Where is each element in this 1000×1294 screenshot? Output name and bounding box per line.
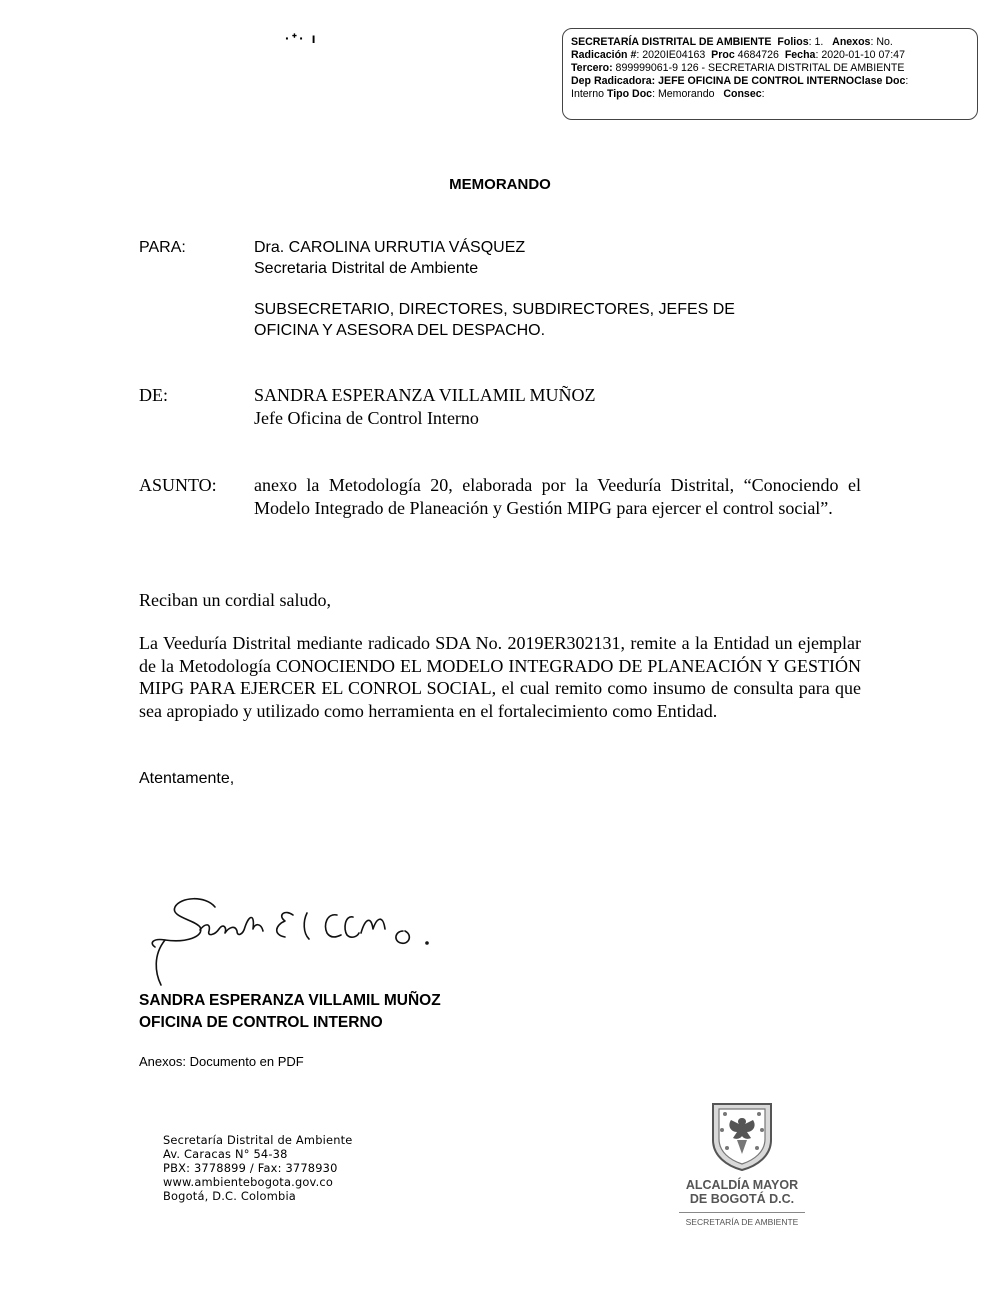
stamp-entity: SECRETARÍA DISTRITAL DE AMBIENTE bbox=[571, 36, 772, 48]
de-label: DE: bbox=[139, 385, 168, 405]
handwritten-signature bbox=[145, 885, 490, 990]
footer-line-3: PBX: 3778899 / Fax: 3778930 bbox=[163, 1161, 338, 1175]
greeting: Reciban un cordial saludo, bbox=[139, 590, 331, 610]
coat-of-arms-icon bbox=[707, 1100, 777, 1172]
stamp-folios-label: Folios bbox=[777, 36, 809, 48]
stamp-consec-label: Consec bbox=[723, 88, 762, 100]
radicado-stamp bbox=[562, 28, 978, 120]
document-title: MEMORANDO bbox=[449, 176, 551, 193]
stamp-line-2 bbox=[571, 49, 969, 62]
asunto-text: anexo la Metodología 20, elaborada por la Veeduría Distrital, “Conociendo el Modelo Integrado de Planeación y Gestión MIPG para ejercer el control social”. bbox=[254, 475, 861, 518]
de-role: Jefe Oficina de Control Interno bbox=[254, 408, 479, 428]
alcaldia-logo bbox=[652, 1100, 832, 1240]
stamp-fecha-value: : 2020-01-10 07:47 bbox=[815, 49, 905, 61]
para-role: Secretaria Distrital de Ambiente bbox=[254, 260, 479, 277]
stamp-folios-value: : 1. bbox=[808, 36, 824, 48]
stamp-consec-value: : bbox=[761, 88, 765, 100]
stamp-tipodoc-value: : Memorando bbox=[652, 88, 715, 100]
asunto-label: ASUNTO: bbox=[139, 475, 217, 495]
para-name: Dra. CAROLINA URRUTIA VÁSQUEZ bbox=[254, 239, 526, 256]
scan-mark: ·ᐩ· ı bbox=[285, 30, 318, 46]
stamp-line-4 bbox=[571, 75, 969, 88]
para-extra-line-1: SUBSECRETARIO, DIRECTORES, SUBDIRECTORES, JEFES DE bbox=[254, 301, 735, 318]
stamp-anexos-value: : No. bbox=[870, 36, 893, 48]
closing: Atentamente, bbox=[139, 770, 235, 787]
stamp-line-5 bbox=[571, 88, 969, 101]
stamp-proc-label: Proc bbox=[711, 49, 735, 61]
stamp-tercero-value: 899999061-9 126 - SECRETARIA DISTRITAL DE AMBIENTE bbox=[612, 62, 905, 74]
stamp-clase-value: Interno bbox=[571, 88, 604, 100]
anexos-note: Anexos: Documento en PDF bbox=[139, 1054, 304, 1069]
stamp-radicacion-value: : 2020IE04163 bbox=[636, 49, 706, 61]
para-label: PARA: bbox=[139, 239, 186, 256]
logo-subtitle: SECRETARÍA DE AMBIENTE bbox=[679, 1212, 805, 1227]
stamp-line-3 bbox=[571, 62, 969, 75]
signature-name: SANDRA ESPERANZA VILLAMIL MUÑOZ bbox=[139, 992, 441, 1009]
stamp-tercero-label: Tercero: bbox=[571, 62, 613, 74]
logo-line-1: ALCALDÍA MAYOR bbox=[685, 1178, 799, 1192]
stamp-fecha-label: Fecha bbox=[784, 49, 816, 61]
stamp-radicacion-label: Radicación # bbox=[571, 49, 637, 61]
stamp-line-1 bbox=[571, 36, 969, 49]
stamp-dep-value: : bbox=[905, 75, 909, 87]
footer-address bbox=[163, 1133, 353, 1203]
de-name: SANDRA ESPERANZA VILLAMIL MUÑOZ bbox=[254, 385, 596, 405]
stamp-tipodoc-label: Tipo Doc bbox=[606, 88, 653, 100]
stamp-anexos-label: Anexos bbox=[832, 36, 871, 48]
signature-block bbox=[139, 990, 441, 1034]
footer-line-2: Av. Caracas N° 54-38 bbox=[163, 1147, 288, 1161]
body-paragraph: La Veeduría Distrital mediante radicado SDA No. 2019ER302131, remite a la Entidad un ejemplar de la Metodología CONOCIENDO EL MODELO INTEGRADO DE PLANEACIÓN Y GESTIÓN MIPG PARA EJERCER EL CONROL SOCIAL, el cual remito como insumo de consulta para que sea apropiado y utilizado como herramienta en el fortalecimiento como Entidad. bbox=[139, 633, 861, 721]
para-extra-line-2: OFICINA Y ASESORA DEL DESPACHO. bbox=[254, 322, 546, 339]
logo-line-2: DE BOGOTÁ D.C. bbox=[689, 1192, 795, 1206]
stamp-dep-label: Dep Radicadora: JEFE OFICINA DE CONTROL INTERNOClase Doc bbox=[571, 75, 906, 87]
footer-line-1: Secretaría Distrital de Ambiente bbox=[163, 1133, 353, 1147]
footer-line-5: Bogotá, D.C. Colombia bbox=[163, 1189, 296, 1203]
signature-office: OFICINA DE CONTROL INTERNO bbox=[139, 1014, 383, 1031]
stamp-proc-value: 4684726 bbox=[734, 49, 779, 61]
footer-line-4: www.ambientebogota.gov.co bbox=[163, 1175, 334, 1189]
